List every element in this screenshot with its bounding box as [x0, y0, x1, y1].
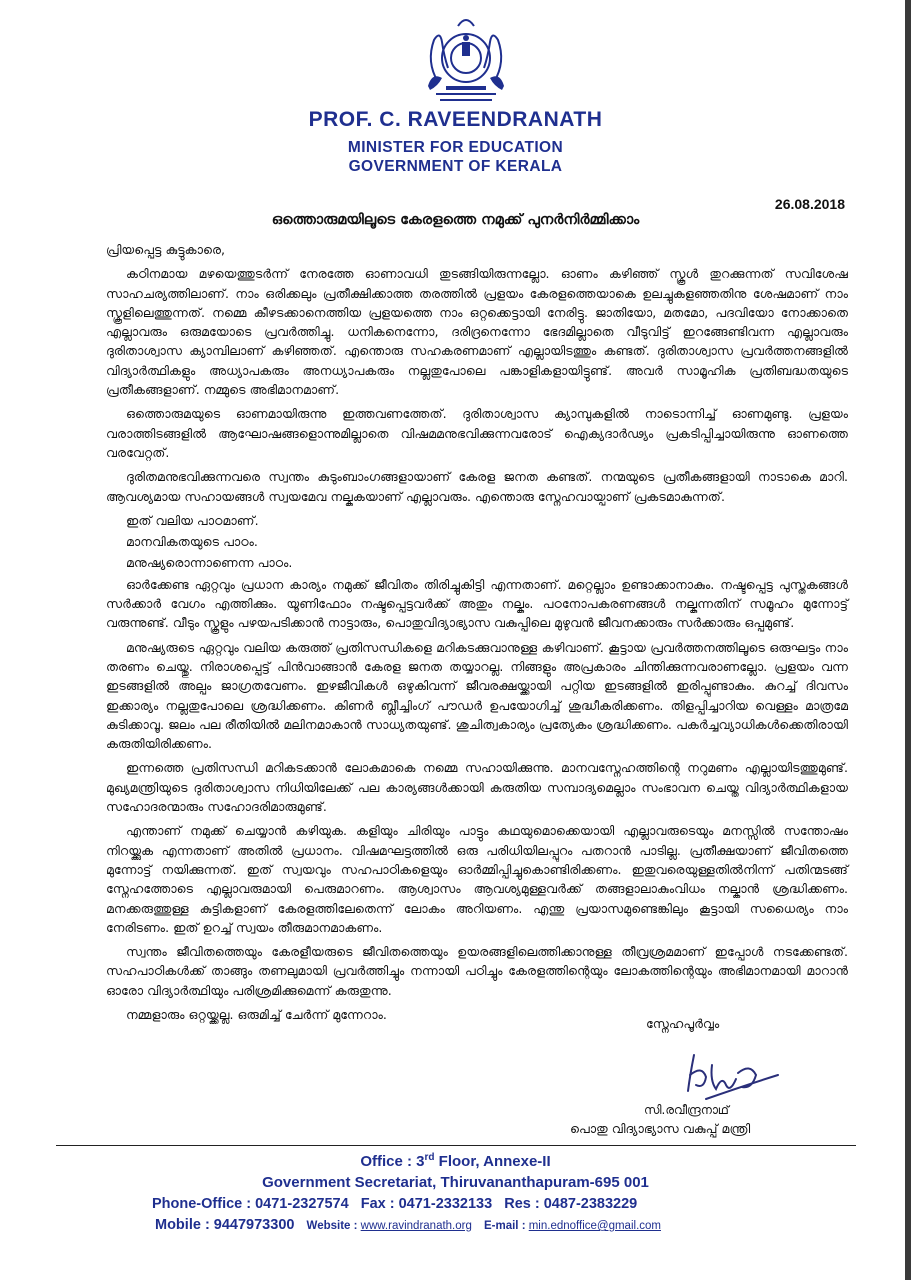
mobile-number: Mobile : 9447973300: [155, 1217, 295, 1233]
paragraph-short: മാനവികതയുടെ പാഠം.: [126, 534, 258, 550]
minister-title: MINISTER FOR EDUCATION: [347, 139, 564, 156]
phone-numbers: Phone-Office : 0471-2327574 Fax : 0471-2332133 Res : 0487-2383229: [152, 1196, 638, 1212]
email-label: E-mail :: [483, 1220, 529, 1232]
salutation: പ്രിയപ്പെട്ട കുട്ടുകാരെ,: [106, 242, 226, 257]
kerala-emblem-icon: [418, 12, 514, 106]
office-address: Government Secretariat, Thiruvananthapuram-695 001: [262, 1174, 649, 1191]
letter-body: [106, 240, 848, 1029]
paragraph: സ്വന്തം ജീവിതത്തെയും കേരളീയരുടെ ജീവിതത്തെയും ഉയരങ്ങളിലെത്തിക്കാനുള്ള തീവ്രശ്രമമാണ് ഇപ്പോൾ നടക്കേണ്ടത്. സഹപാഠികൾക്ക് താങ്ങും തണലുമായി പ്രവർത്തിച്ചും നന്നായി പഠിച്ചും കേരളത്തിന്റെയും ലോകത്തിന്റെയും അഭിമാനമായി മാറാൻ ഓരോ വിദ്യാർത്ഥിയും പരിശ്രമിക്കുമെന്ന് കരുതുന്നു.: [106, 944, 848, 998]
paragraph: ഒത്തൊരുമയുടെ ഓണമായിരുന്നു ഇത്തവണത്തേത്. ദുരിതാശ്വാസ ക്യാമ്പുകളിൽ നാടൊന്നിച്ച് ഓണമുണ്ടു. പ്രളയം വരാത്തിടങ്ങളിൽ ആഘോഷങ്ങളൊന്നുമില്ലാതെ വിഷമമനുഭവിക്കുന്നവരോട് ഐക്യദാർഢ്യം പ്രകടിപ്പിച്ചായിരുന്നു ഓണത്തെ വരവേറ്റത്.: [106, 406, 848, 460]
office-prefix: Office : 3: [360, 1153, 425, 1170]
paragraph: കഠിനമായ മഴയെത്തുടർന്ന് നേരത്തേ ഓണാവധി തുടങ്ങിയിരുന്നല്ലോ. ഓണം കഴിഞ്ഞ് സ്കൂൾ തുറക്കുന്നത് സവിശേഷ സാഹചര്യത്തിലാണ്. നാം ഒരിക്കലും പ്രതീക്ഷിക്കാത്ത തരത്തിൽ പ്രളയം കേരളത്തെയാകെ ഉലച്ചുകളഞ്ഞതിനു ശേഷമാണ് നാം സ്കൂളിലെത്തുന്നത്. നമ്മെ കീഴടക്കാനെത്തിയ പ്രളയത്തെ നാം ഒറ്റക്കെട്ടായി നേരിട്ടു. ജാതിയോ, മതമോ, പദവിയോ നോക്കാതെ എല്ലാവരും ഒരുമയോടെ പ്രവർത്തിച്ചു. ധനികനെന്നോ, ദരിദ്രനെന്നോ ഭേദമില്ലാതെ വീടുവിട്ട് ഇറങ്ങേണ്ടിവന്ന എല്ലാവരും ദുരിതാശ്വാസ ക്യാമ്പിലാണ് കഴിഞ്ഞത്. എന്തൊരു സഹകരണമാണ് എല്ലായിടത്തും കണ്ടത്. ദുരിതാശ്വാസ പ്രവർത്തനങ്ങളിൽ വിദ്യാർത്ഥികളും അധ്യാപകരും അനധ്യാപകരും നല്ലതുപോലെ പങ്കാളികളായിട്ടുണ്ട്. അവർ സാമൂഹിക പ്രതിബദ്ധതയുടെ പ്രതീകങ്ങളാണ്. നമ്മുടെ അഭിമാനമാണ്.: [106, 266, 848, 398]
paragraph: ദുരിതമനുഭവിക്കുന്നവരെ സ്വന്തം കുടുംബാംഗങ്ങളായാണ് കേരള ജനത കണ്ടത്. നന്മയുടെ പ്രതീകങ്ങളായി നാടാകെ മാറി. ആവശ്യമായ സഹായങ്ങൾ സ്വയമേവ നല്കുകയാണ് എല്ലാവരും. എന്തൊരു സ്നേഹവായ്പാണ് പ്രകടമാകുന്നത്.: [106, 469, 848, 504]
signature-mark: [676, 1045, 786, 1103]
paragraph-short: ഇത് വലിയ പാഠമാണ്.: [126, 512, 259, 528]
signatory-name: സി.രവീന്ദ്രനാഥ്: [644, 1103, 729, 1117]
paragraph: നമ്മളാരും ഒറ്റയ്ക്കല്ല. ഒരുമിച്ച് ചേർന്ന് മുന്നേറാം.: [126, 1006, 387, 1022]
email-link[interactable]: min.ednoffice@gmail.com: [528, 1220, 661, 1232]
website-label: Website :: [306, 1220, 361, 1232]
letter-date: 26.08.2018: [774, 196, 845, 212]
paragraph: ഓർക്കേണ്ട ഏറ്റവും പ്രധാന കാര്യം നമുക്ക് ജീവിതം തിരിച്ചുകിട്ടി എന്നതാണ്. മറ്റെല്ലാം ഉണ്ടാക്കാനാകും. നഷ്ടപ്പെട്ട പുസ്തകങ്ങൾ സർക്കാർ വേഗം എത്തിക്കും. യൂണിഫോം നഷ്ടപ്പെട്ടവർക്ക് അതും നല്കും. പഠനോപകരണങ്ങൾ നല്കുന്നതിന് സമൂഹം മുന്നോട്ട് വരുന്നുണ്ട്. വീടും സ്കൂളും പഴയപടിക്കാൻ നാട്ടാരും, പൊതുവിദ്യാഭ്യാസ വകുപ്പിലെ മുഴുവൻ ജീവനക്കാരും സർക്കാരും ഒപ്പമുണ്ട്.: [106, 576, 848, 631]
paragraph: മനുഷ്യരുടെ ഏറ്റവും വലിയ കരുത്ത് പ്രതിസന്ധികളെ മറികടക്കുവാനുള്ള കഴിവാണ്. കൂട്ടായ പ്രവർത്തനത്തിലൂടെ ഒരുഘട്ടം നാം തരണം ചെയ്തു. നിരാശപ്പെട്ട് പിൻവാങ്ങാൻ കേരള ജനത തയ്യാറല്ല. നിങ്ങളും അപ്രകാരം ചിന്തിക്കുന്നവരാണല്ലോ. പ്രളയം വന്ന ഇടങ്ങളിൽ അല്പം ജാഗ്രതവേണം. ഇഴജീവികൾ ഒഴുകിവന്ന് ജീവരക്ഷയ്ക്കായി പറ്റിയ ഇടങ്ങളിൽ ഇരിപ്പുണ്ടാകും. കുറച്ച് ദിവസം ഇക്കാര്യം നല്ലതുപോലെ ശ്രദ്ധിക്കണം. കിണർ ബ്ലീച്ചിംഗ് പൗഡർ ഉപയോഗിച്ച് ശുദ്ധീകരിക്കണം. തിളപ്പിച്ചാറിയ വെള്ളം മാത്രമേ കുടിക്കാവൂ. ജലം പല രീതിയിൽ മലിനമാകാൻ സാധ്യതയുണ്ട്. ശുചിത്വകാര്യം പ്രത്യേകം ശ്രദ്ധിക്കണം. പകർച്ചവ്യാധികൾക്കെതിരായി കരുതിയിരിക്കണം.: [106, 639, 848, 752]
letter-heading: ഒത്തൊരുമയിലൂടെ കേരളത്തെ നമുക്ക് പുനർനിർമ്മിക്കാം: [271, 212, 640, 228]
office-sup: rd: [424, 1152, 435, 1163]
signatory-title: പൊതു വിദ്യാഭ്യാസ വകുപ്പ് മന്ത്രി: [570, 1121, 751, 1136]
minister-name: PROF. C. RAVEENDRANATH: [308, 108, 603, 131]
office-suffix: Floor, Annexe-II: [434, 1153, 551, 1170]
contact-line: [155, 1217, 895, 1233]
paragraph-short: മനുഷ്യരൊന്നാണെന്ന പാഠം.: [126, 555, 293, 571]
closing-phrase: സ്നേഹപൂർവ്വം: [646, 1016, 720, 1031]
government-name: GOVERNMENT OF KERALA: [348, 158, 563, 175]
paragraph: ഇന്നത്തെ പ്രതിസന്ധി മറികടക്കാൻ ലോകമാകെ നമ്മെ സഹായിക്കുന്നു. മാനവസ്നേഹത്തിന്റെ നറുമണം എല്ലായിടത്തുമുണ്ട്. മുഖ്യമന്ത്രിയുടെ ദുരിതാശ്വാസ നിധിയിലേക്ക് പല കാര്യങ്ങൾക്കായി കരുതിയ സമ്പാദ്യമെല്ലാം സംഭാവന ചെയ്ത വിദ്യാർത്ഥികളായ സഹോദരന്മാരും സഹോദരിമാരുമുണ്ട്.: [106, 760, 848, 815]
paragraph: എന്താണ് നമുക്ക് ചെയ്യാൻ കഴിയുക. കളിയും ചിരിയും പാട്ടും കഥയുമൊക്കെയായി എല്ലാവരുടെയും മനസ്സിൽ സന്തോഷം നിറയ്ക്കുക എന്നതാണ് അതിൽ പ്രധാനം. വിഷമഘട്ടത്തിൽ ഒരു പരിധിയിലപ്പുറം പതറാൻ പാടില്ല. പ്രതീക്ഷയാണ് ജീവിതത്തെ മുന്നോട്ട് നയിക്കുന്നത്. ഇത് സ്വയവും സഹപാഠികളെയും ഓർമ്മിപ്പിച്ചുകൊണ്ടിരിക്കണം. ഇതുവരെയുള്ളതിൽനിന്ന് പതിന്മടങ്ങ് സ്നേഹത്തോടെ എല്ലാവരുമായി പെരുമാറണം. ആശ്വാസം ആവശ്യമുള്ളവർക്ക് തങ്ങളാലാകുംവിധം നല്കാൻ ശ്രദ്ധിക്കണം. മനക്കരുത്തുള്ള കുട്ടികളാണ് കേരളത്തിലേതെന്ന് ലോകം അറിയണം. എന്തു പ്രയാസമുണ്ടെങ്കിലും കൂട്ടായി സധൈര്യം നാം നേരിടണം. ഇത് ഉറച്ച് സ്വയം തീരുമാനമാകണം.: [106, 823, 848, 935]
page-edge-shadow: [905, 0, 911, 1280]
website-link[interactable]: www.ravindranath.org: [360, 1220, 472, 1232]
footer-divider: [56, 1145, 856, 1146]
office-line: [0, 1152, 911, 1170]
